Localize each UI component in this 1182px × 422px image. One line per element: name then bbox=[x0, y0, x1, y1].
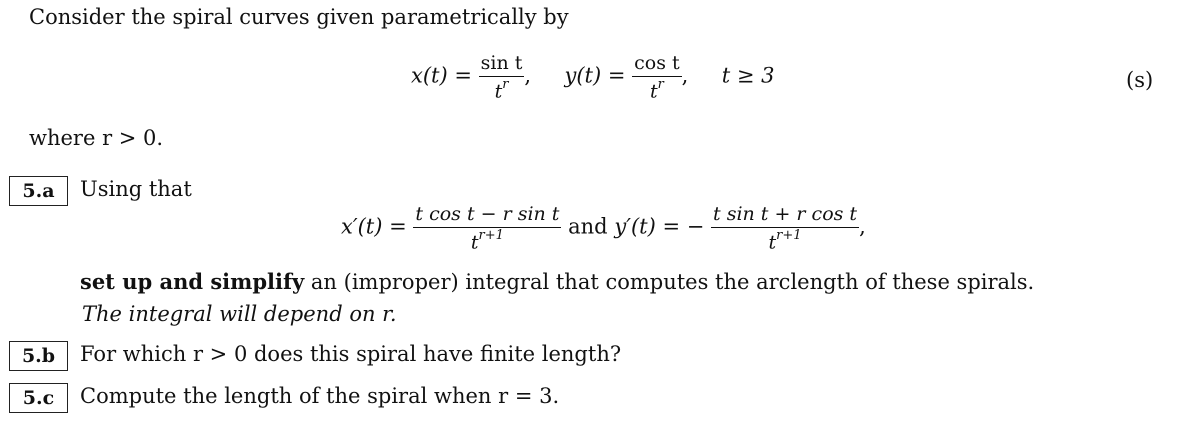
dx-lhs: x′(t) = bbox=[341, 214, 407, 239]
dy-denominator: $t^{r+1}$ bbox=[768, 228, 802, 254]
comma: , bbox=[859, 214, 866, 239]
x-fraction bbox=[479, 52, 525, 102]
dx-numerator: t cos t − r sin t bbox=[415, 203, 560, 225]
parametric-equations bbox=[411, 52, 774, 102]
part-c-label: 5.c bbox=[9, 383, 68, 413]
x-numerator: sin t bbox=[480, 52, 523, 74]
x-denominator: $t^r$ bbox=[494, 77, 509, 103]
intro-text: Consider the spiral curves given parametrically by bbox=[29, 5, 569, 29]
task-rest: an (improper) integral that computes the arclength of these spirals. bbox=[304, 270, 1035, 294]
derivative-equations bbox=[341, 203, 866, 253]
task-emphasis: set up and simplify bbox=[80, 269, 305, 294]
part-c-text: Compute the length of the spiral when r = 3. bbox=[80, 384, 560, 408]
and-text: and bbox=[568, 214, 608, 239]
dx-fraction bbox=[413, 203, 561, 253]
where-text: where r > 0. bbox=[29, 126, 164, 150]
part-b-text: For which r > 0 does this spiral have finite length? bbox=[80, 342, 622, 366]
x-lhs: x(t) = bbox=[411, 63, 472, 88]
comma: , bbox=[524, 63, 532, 88]
dy-fraction bbox=[711, 203, 859, 253]
condition: t ≥ 3 bbox=[721, 63, 775, 88]
y-numerator: cos t bbox=[634, 52, 680, 74]
part-a-note: The integral will depend on r. bbox=[82, 302, 397, 326]
dy-lhs: y′(t) = − bbox=[614, 214, 705, 239]
equation-tag: (s) bbox=[1126, 68, 1154, 92]
dx-denominator: $t^{r+1}$ bbox=[470, 228, 504, 254]
y-fraction bbox=[632, 52, 682, 102]
part-a-lead: Using that bbox=[80, 177, 192, 201]
part-a-task bbox=[80, 269, 1034, 294]
dy-numerator: t sin t + r cos t bbox=[713, 203, 858, 225]
comma: , bbox=[681, 63, 689, 88]
part-b-label: 5.b bbox=[9, 341, 68, 371]
y-denominator: $t^r$ bbox=[649, 77, 664, 103]
part-a-label: 5.a bbox=[9, 176, 68, 206]
y-lhs: y(t) = bbox=[564, 63, 626, 88]
